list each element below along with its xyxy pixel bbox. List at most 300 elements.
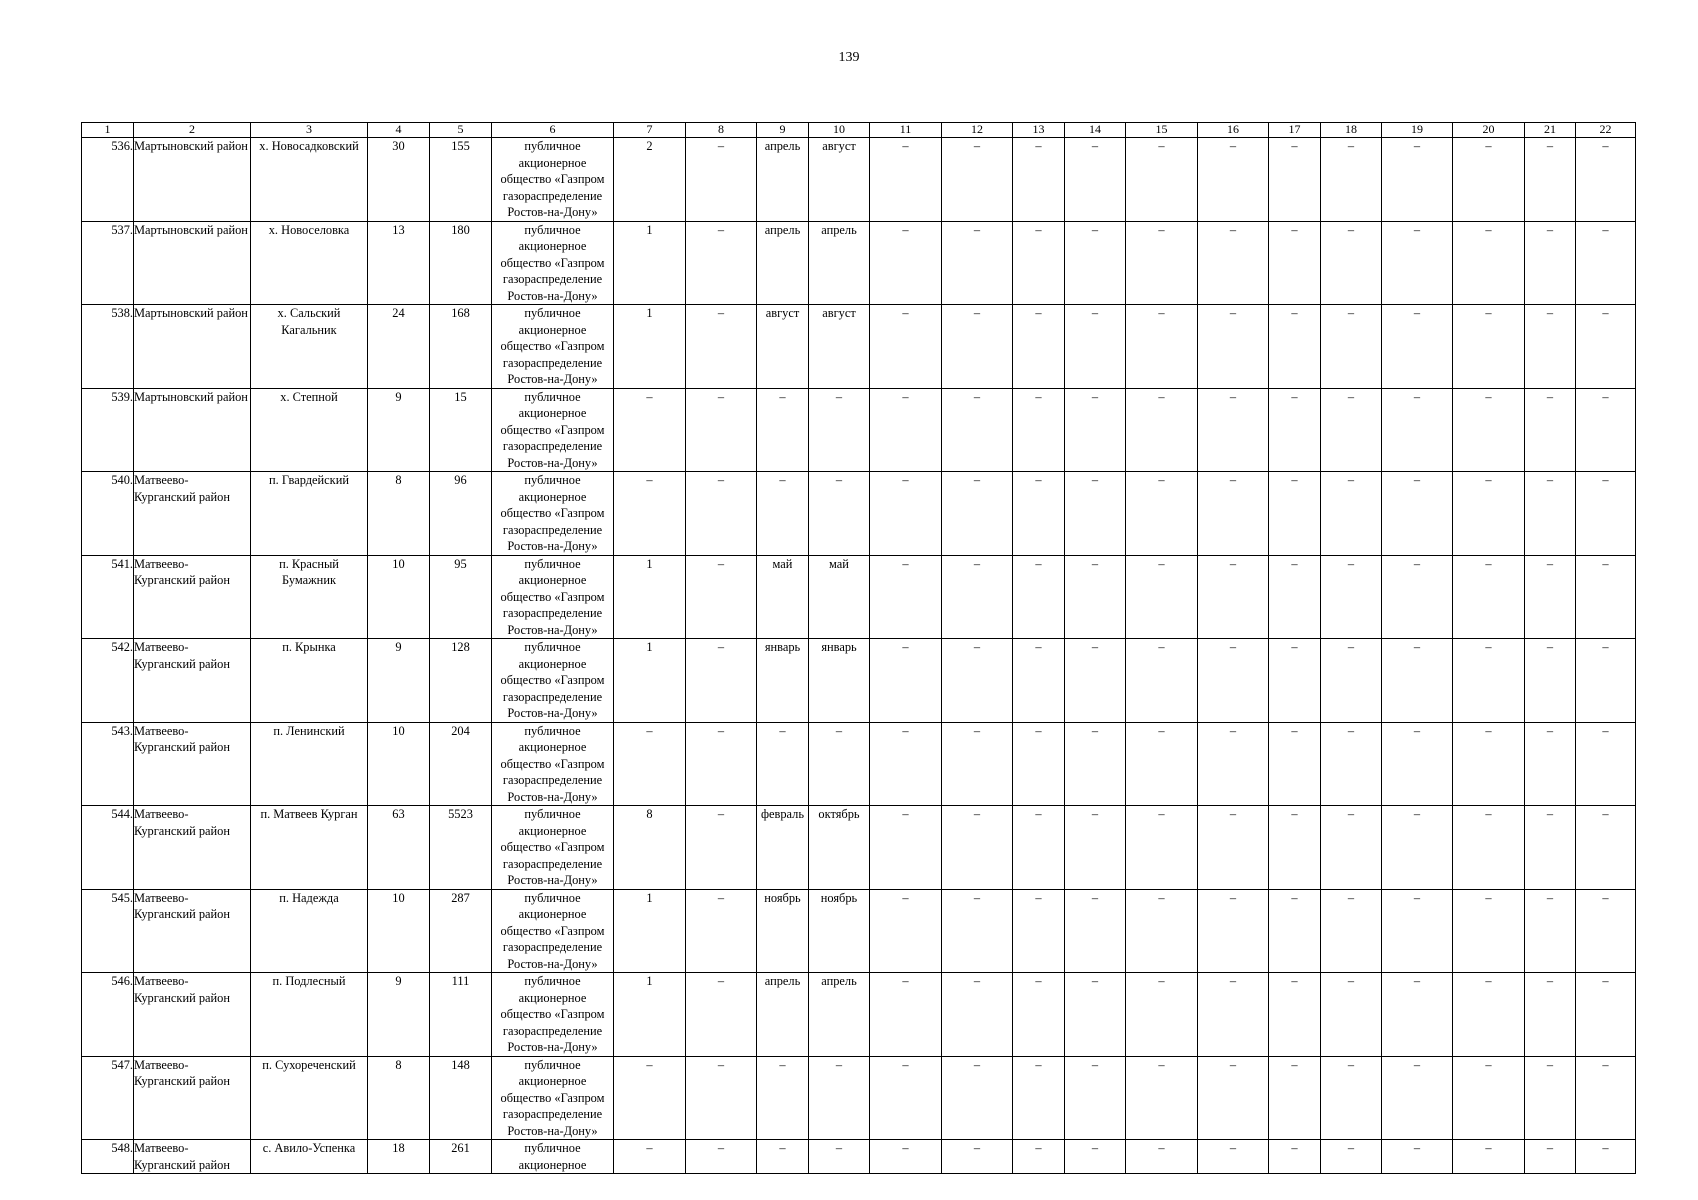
col4-cell: 9 [368,973,430,1057]
col8-cell: – [686,889,757,973]
col22-cell: – [1576,889,1636,973]
col17-cell: – [1269,973,1321,1057]
col4-cell: 9 [368,639,430,723]
col11-cell: – [870,722,942,806]
col14-cell: – [1065,806,1126,890]
col20-cell: – [1453,472,1525,556]
header-cell: 22 [1576,123,1636,138]
col4-cell: 63 [368,806,430,890]
col14-cell: – [1065,722,1126,806]
table-body [82,138,1636,1174]
col4-cell: 13 [368,221,430,305]
col20-cell: – [1453,722,1525,806]
col22-cell: – [1576,472,1636,556]
col17-cell: – [1269,305,1321,389]
col16-cell: – [1198,221,1269,305]
col22-cell: – [1576,639,1636,723]
row-number: 540. [82,472,134,556]
settlement-cell: п. Подлесный [251,973,368,1057]
district-cell: Мартыновский район [134,221,251,305]
district-cell: Матвеево-Курганский район [134,472,251,556]
start-month-cell: август [757,305,809,389]
col12-cell: – [942,305,1013,389]
settlement-cell: с. Авило-Успенка [251,1140,368,1174]
col14-cell: – [1065,305,1126,389]
row-number: 537. [82,221,134,305]
operator-cell: публичное акционерное общество «Газпром газораспределение Ростов-на-Дону» [492,806,614,890]
col14-cell: – [1065,639,1126,723]
settlement-cell: х. Новосадковский [251,138,368,222]
col13-cell: – [1013,1056,1065,1140]
col13-cell: – [1013,305,1065,389]
header-cell: 17 [1269,123,1321,138]
row-number: 545. [82,889,134,973]
col15-cell: – [1126,221,1198,305]
col4-cell: 8 [368,1056,430,1140]
settlement-cell: п. Красный Бумажник [251,555,368,639]
settlement-cell: п. Надежда [251,889,368,973]
col7-cell: – [614,388,686,472]
start-month-cell: февраль [757,806,809,890]
end-month-cell: – [809,722,870,806]
col12-cell: – [942,722,1013,806]
col7-cell: – [614,1056,686,1140]
table-row [82,555,1636,639]
col21-cell: – [1525,1056,1576,1140]
operator-cell: публичное акционерное общество «Газпром газораспределение Ростов-на-Дону» [492,722,614,806]
district-cell: Мартыновский район [134,138,251,222]
col7-cell: – [614,472,686,556]
header-cell: 20 [1453,123,1525,138]
col14-cell: – [1065,555,1126,639]
district-cell: Матвеево-Курганский район [134,1140,251,1174]
table-row [82,973,1636,1057]
start-month-cell: – [757,388,809,472]
col21-cell: – [1525,1140,1576,1174]
col21-cell: – [1525,221,1576,305]
col20-cell: – [1453,305,1525,389]
district-cell: Матвеево-Курганский район [134,973,251,1057]
col11-cell: – [870,806,942,890]
col15-cell: – [1126,973,1198,1057]
col8-cell: – [686,221,757,305]
header-cell: 1 [82,123,134,138]
col20-cell: – [1453,138,1525,222]
col14-cell: – [1065,973,1126,1057]
end-month-cell: май [809,555,870,639]
col22-cell: – [1576,221,1636,305]
col4-cell: 8 [368,472,430,556]
col19-cell: – [1382,138,1453,222]
end-month-cell: октябрь [809,806,870,890]
header-cell: 4 [368,123,430,138]
table-row [82,889,1636,973]
end-month-cell: апрель [809,973,870,1057]
col14-cell: – [1065,388,1126,472]
col14-cell: – [1065,221,1126,305]
col7-cell: 2 [614,138,686,222]
col8-cell: – [686,639,757,723]
col16-cell: – [1198,973,1269,1057]
row-number: 541. [82,555,134,639]
col4-cell: 9 [368,388,430,472]
operator-cell: публичное акционерное общество «Газпром газораспределение Ростов-на-Дону» [492,639,614,723]
col18-cell: – [1321,388,1382,472]
col7-cell: 1 [614,305,686,389]
row-number: 539. [82,388,134,472]
data-table [81,122,1636,1174]
col4-cell: 18 [368,1140,430,1174]
col18-cell: – [1321,973,1382,1057]
col17-cell: – [1269,639,1321,723]
col12-cell: – [942,1140,1013,1174]
col15-cell: – [1126,806,1198,890]
col8-cell: – [686,388,757,472]
col17-cell: – [1269,388,1321,472]
col15-cell: – [1126,305,1198,389]
col5-cell: 96 [430,472,492,556]
col22-cell: – [1576,138,1636,222]
col4-cell: 24 [368,305,430,389]
start-month-cell: ноябрь [757,889,809,973]
col14-cell: – [1065,889,1126,973]
col15-cell: – [1126,388,1198,472]
col16-cell: – [1198,639,1269,723]
header-cell: 19 [1382,123,1453,138]
col5-cell: 128 [430,639,492,723]
col18-cell: – [1321,472,1382,556]
end-month-cell: январь [809,639,870,723]
col7-cell: 1 [614,221,686,305]
col20-cell: – [1453,555,1525,639]
row-number: 542. [82,639,134,723]
col20-cell: – [1453,1056,1525,1140]
col17-cell: – [1269,138,1321,222]
col22-cell: – [1576,1140,1636,1174]
col13-cell: – [1013,889,1065,973]
end-month-cell: ноябрь [809,889,870,973]
table-row [82,305,1636,389]
table-row [82,639,1636,723]
col22-cell: – [1576,973,1636,1057]
row-number: 544. [82,806,134,890]
col12-cell: – [942,889,1013,973]
col16-cell: – [1198,722,1269,806]
col8-cell: – [686,973,757,1057]
row-number: 546. [82,973,134,1057]
col14-cell: – [1065,1056,1126,1140]
col12-cell: – [942,138,1013,222]
start-month-cell: – [757,1140,809,1174]
col16-cell: – [1198,138,1269,222]
col4-cell: 10 [368,889,430,973]
col18-cell: – [1321,806,1382,890]
operator-cell: публичное акционерное общество «Газпром газораспределение Ростов-на-Дону» [492,973,614,1057]
header-cell: 12 [942,123,1013,138]
start-month-cell: апрель [757,973,809,1057]
table-header [82,123,1636,138]
col15-cell: – [1126,889,1198,973]
col8-cell: – [686,1056,757,1140]
operator-cell: публичное акционерное общество «Газпром газораспределение Ростов-на-Дону» [492,1056,614,1140]
col13-cell: – [1013,1140,1065,1174]
col16-cell: – [1198,1140,1269,1174]
col18-cell: – [1321,639,1382,723]
col21-cell: – [1525,555,1576,639]
operator-cell: публичное акционерное [492,1140,614,1174]
col8-cell: – [686,472,757,556]
col5-cell: 168 [430,305,492,389]
col12-cell: – [942,1056,1013,1140]
col21-cell: – [1525,973,1576,1057]
col15-cell: – [1126,1140,1198,1174]
col11-cell: – [870,1140,942,1174]
col15-cell: – [1126,1056,1198,1140]
col22-cell: – [1576,388,1636,472]
row-number: 543. [82,722,134,806]
col19-cell: – [1382,1056,1453,1140]
header-cell: 7 [614,123,686,138]
col7-cell: 1 [614,639,686,723]
settlement-cell: п. Крынка [251,639,368,723]
col8-cell: – [686,1140,757,1174]
col15-cell: – [1126,639,1198,723]
col12-cell: – [942,388,1013,472]
table-row [82,472,1636,556]
col13-cell: – [1013,973,1065,1057]
col11-cell: – [870,889,942,973]
table-row [82,806,1636,890]
col19-cell: – [1382,305,1453,389]
col5-cell: 204 [430,722,492,806]
col22-cell: – [1576,305,1636,389]
col8-cell: – [686,305,757,389]
col17-cell: – [1269,1140,1321,1174]
col7-cell: – [614,1140,686,1174]
col7-cell: 1 [614,555,686,639]
operator-cell: публичное акционерное общество «Газпром газораспределение Ростов-на-Дону» [492,138,614,222]
col13-cell: – [1013,138,1065,222]
col19-cell: – [1382,889,1453,973]
col12-cell: – [942,221,1013,305]
end-month-cell: август [809,138,870,222]
col19-cell: – [1382,555,1453,639]
end-month-cell: – [809,472,870,556]
col15-cell: – [1126,722,1198,806]
col8-cell: – [686,806,757,890]
col16-cell: – [1198,889,1269,973]
col13-cell: – [1013,555,1065,639]
district-cell: Матвеево-Курганский район [134,722,251,806]
col19-cell: – [1382,472,1453,556]
table-row [82,722,1636,806]
col14-cell: – [1065,138,1126,222]
col20-cell: – [1453,1140,1525,1174]
col19-cell: – [1382,806,1453,890]
col18-cell: – [1321,138,1382,222]
operator-cell: публичное акционерное общество «Газпром газораспределение Ростов-на-Дону» [492,305,614,389]
col15-cell: – [1126,472,1198,556]
col16-cell: – [1198,388,1269,472]
col17-cell: – [1269,722,1321,806]
col8-cell: – [686,722,757,806]
end-month-cell: – [809,388,870,472]
settlement-cell: п. Сухореченский [251,1056,368,1140]
col18-cell: – [1321,1056,1382,1140]
header-cell: 3 [251,123,368,138]
col4-cell: 30 [368,138,430,222]
start-month-cell: январь [757,639,809,723]
col19-cell: – [1382,1140,1453,1174]
col11-cell: – [870,138,942,222]
col18-cell: – [1321,555,1382,639]
settlement-cell: п. Гвардейский [251,472,368,556]
district-cell: Матвеево-Курганский район [134,889,251,973]
col12-cell: – [942,639,1013,723]
col11-cell: – [870,973,942,1057]
start-month-cell: – [757,722,809,806]
col5-cell: 180 [430,221,492,305]
col17-cell: – [1269,1056,1321,1140]
col4-cell: 10 [368,555,430,639]
col22-cell: – [1576,555,1636,639]
col11-cell: – [870,639,942,723]
operator-cell: публичное акционерное общество «Газпром газораспределение Ростов-на-Дону» [492,889,614,973]
col8-cell: – [686,555,757,639]
col5-cell: 111 [430,973,492,1057]
col7-cell: 1 [614,889,686,973]
district-cell: Мартыновский район [134,388,251,472]
col20-cell: – [1453,806,1525,890]
col11-cell: – [870,388,942,472]
col13-cell: – [1013,388,1065,472]
start-month-cell: май [757,555,809,639]
col18-cell: – [1321,1140,1382,1174]
col16-cell: – [1198,806,1269,890]
operator-cell: публичное акционерное общество «Газпром газораспределение Ростов-на-Дону» [492,221,614,305]
district-cell: Матвеево-Курганский район [134,806,251,890]
col5-cell: 95 [430,555,492,639]
operator-cell: публичное акционерное общество «Газпром газораспределение Ростов-на-Дону» [492,555,614,639]
col21-cell: – [1525,639,1576,723]
col16-cell: – [1198,472,1269,556]
col18-cell: – [1321,305,1382,389]
col21-cell: – [1525,889,1576,973]
col17-cell: – [1269,889,1321,973]
start-month-cell: апрель [757,221,809,305]
col7-cell: – [614,722,686,806]
col19-cell: – [1382,639,1453,723]
col7-cell: 1 [614,973,686,1057]
col21-cell: – [1525,138,1576,222]
operator-cell: публичное акционерное общество «Газпром газораспределение Ростов-на-Дону» [492,388,614,472]
table-row [82,221,1636,305]
header-row [82,123,1636,138]
settlement-cell: х. Сальский Кагальник [251,305,368,389]
col13-cell: – [1013,639,1065,723]
end-month-cell: апрель [809,221,870,305]
table-row [82,138,1636,222]
col17-cell: – [1269,555,1321,639]
col13-cell: – [1013,722,1065,806]
header-cell: 9 [757,123,809,138]
col12-cell: – [942,472,1013,556]
row-number: 548. [82,1140,134,1174]
header-cell: 6 [492,123,614,138]
col16-cell: – [1198,1056,1269,1140]
col5-cell: 287 [430,889,492,973]
col11-cell: – [870,472,942,556]
page-number: 139 [838,50,860,65]
col11-cell: – [870,221,942,305]
header-cell: 15 [1126,123,1198,138]
col20-cell: – [1453,388,1525,472]
col14-cell: – [1065,1140,1126,1174]
header-cell: 16 [1198,123,1269,138]
col22-cell: – [1576,722,1636,806]
col17-cell: – [1269,221,1321,305]
col13-cell: – [1013,221,1065,305]
district-cell: Матвеево-Курганский район [134,555,251,639]
header-cell: 18 [1321,123,1382,138]
col19-cell: – [1382,973,1453,1057]
col21-cell: – [1525,388,1576,472]
col18-cell: – [1321,722,1382,806]
header-cell: 10 [809,123,870,138]
col15-cell: – [1126,138,1198,222]
start-month-cell: – [757,472,809,556]
settlement-cell: х. Степной [251,388,368,472]
header-cell: 11 [870,123,942,138]
header-cell: 5 [430,123,492,138]
col8-cell: – [686,138,757,222]
row-number: 547. [82,1056,134,1140]
col15-cell: – [1126,555,1198,639]
row-number: 536. [82,138,134,222]
end-month-cell: – [809,1140,870,1174]
end-month-cell: август [809,305,870,389]
col17-cell: – [1269,806,1321,890]
header-cell: 21 [1525,123,1576,138]
start-month-cell: – [757,1056,809,1140]
table-row [82,1056,1636,1140]
col5-cell: 15 [430,388,492,472]
district-cell: Мартыновский район [134,305,251,389]
header-cell: 2 [134,123,251,138]
col18-cell: – [1321,221,1382,305]
start-month-cell: апрель [757,138,809,222]
end-month-cell: – [809,1056,870,1140]
settlement-cell: х. Новоселовка [251,221,368,305]
col12-cell: – [942,973,1013,1057]
col21-cell: – [1525,305,1576,389]
col16-cell: – [1198,305,1269,389]
district-cell: Матвеево-Курганский район [134,1056,251,1140]
header-cell: 13 [1013,123,1065,138]
col11-cell: – [870,555,942,639]
col11-cell: – [870,1056,942,1140]
col12-cell: – [942,806,1013,890]
col14-cell: – [1065,472,1126,556]
table-row [82,388,1636,472]
col13-cell: – [1013,472,1065,556]
col22-cell: – [1576,1056,1636,1140]
col5-cell: 155 [430,138,492,222]
col20-cell: – [1453,221,1525,305]
col17-cell: – [1269,472,1321,556]
settlement-cell: п. Ленинский [251,722,368,806]
col20-cell: – [1453,889,1525,973]
